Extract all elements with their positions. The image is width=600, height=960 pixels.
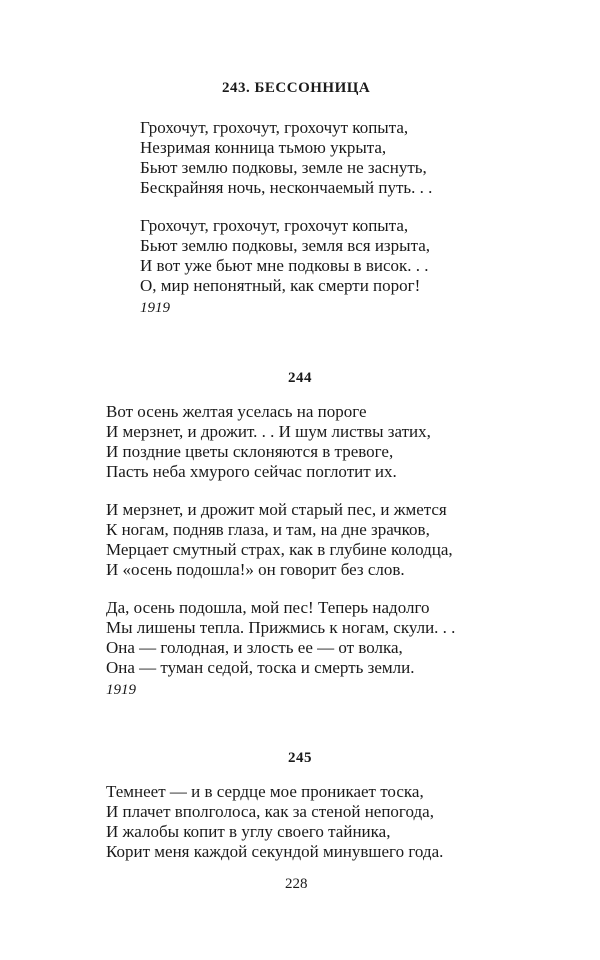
poem-line: Бьют землю подковы, земля вся изрыта, [140, 236, 431, 255]
poem-line: Грохочут, грохочут, грохочут копыта, [140, 216, 409, 235]
poem-line: И вот уже бьют мне подковы в висок. . . [140, 256, 429, 275]
page-number: 228 [285, 876, 308, 892]
poem-244-heading: 244 [288, 370, 312, 386]
poem-243-year: 1919 [140, 300, 170, 316]
poem-244-year: 1919 [106, 682, 136, 698]
poem-line: Корит меня каждой секундой минувшего года. [106, 842, 444, 861]
poem-243-heading: 243. БЕССОННИЦА [222, 80, 371, 96]
poem-line: И «осень подошла!» он говорит без слов. [106, 560, 405, 579]
poem-line: Бескрайняя ночь, нескончаемый путь. . . [140, 178, 433, 197]
poem-line: О, мир непонятный, как смерти порог! [140, 276, 421, 295]
poem-line: И мерзнет, и дрожит мой старый пес, и жмется [106, 500, 447, 519]
poem-line: И жалобы копит в углу своего тайника, [106, 822, 391, 841]
poem-line: Пасть неба хмурого сейчас поглотит их. [106, 462, 397, 481]
poem-line: Мерцает смутный страх, как в глубине колодца, [106, 540, 453, 559]
poem-line: Бьют землю подковы, земле не заснуть, [140, 158, 427, 177]
poem-line: Грохочут, грохочут, грохочут копыта, [140, 118, 409, 137]
poem-line: И мерзнет, и дрожит. . . И шум листвы затих, [106, 422, 431, 441]
poem-line: И плачет вполголоса, как за стеной непогода, [106, 802, 434, 821]
poem-line: Да, осень подошла, мой пес! Теперь надолго [106, 598, 430, 617]
poem-line: Темнеет — и в сердце мое проникает тоска, [106, 782, 424, 801]
poem-line: К ногам, подняв глаза, и там, на дне зрачков, [106, 520, 430, 539]
poem-line: Она — голодная, и злость ее — от волка, [106, 638, 403, 657]
poem-line: Незримая конница тьмою укрыта, [140, 138, 387, 157]
poem-line: Мы лишены тепла. Прижмись к ногам, скули. . . [106, 618, 456, 637]
poem-line: Вот осень желтая уселась на пороге [106, 402, 367, 421]
poem-245-heading: 245 [288, 750, 312, 766]
poem-line: Она — туман седой, тоска и смерть земли. [106, 658, 415, 677]
poem-line: И поздние цветы склоняются в тревоге, [106, 442, 394, 461]
